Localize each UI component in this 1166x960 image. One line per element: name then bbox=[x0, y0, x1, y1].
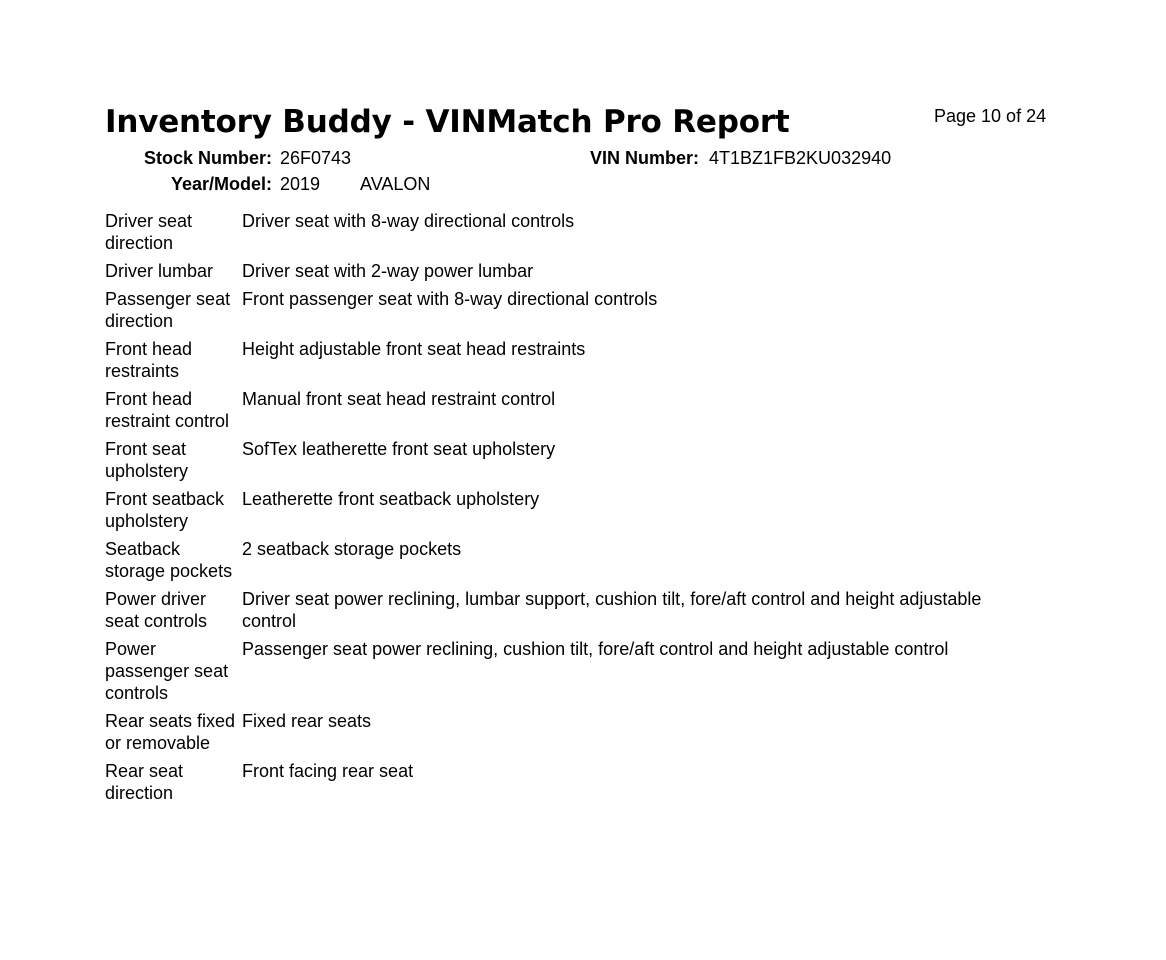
spec-value: 2 seatback storage pockets bbox=[242, 539, 462, 559]
spec-value: Fixed rear seats bbox=[242, 711, 372, 731]
spec-label: Rear seats fixed or removable bbox=[105, 711, 236, 753]
spec-row bbox=[105, 588, 1045, 632]
spec-label: Power passenger seat controls bbox=[105, 639, 229, 703]
spec-label: Front seat upholstery bbox=[105, 439, 189, 481]
year-model-label: Year/Model: bbox=[170, 174, 272, 194]
spec-row bbox=[105, 760, 1045, 804]
spec-value: Leatherette front seatback upholstery bbox=[242, 489, 540, 509]
spec-row bbox=[105, 210, 1045, 254]
spec-row bbox=[105, 638, 1045, 704]
spec-row bbox=[105, 260, 1045, 282]
spec-value: Front passenger seat with 8-way directional controls bbox=[242, 289, 658, 309]
spec-label: Front seatback upholstery bbox=[105, 489, 225, 531]
spec-row bbox=[105, 338, 1045, 382]
spec-row bbox=[105, 388, 1045, 432]
spec-value: Front facing rear seat bbox=[242, 761, 414, 781]
stock-number-label: Stock Number: bbox=[143, 148, 272, 168]
spec-value: Passenger seat power reclining, cushion tilt, fore/aft control and height adjustable control bbox=[242, 639, 949, 659]
spec-value: Driver seat with 8-way directional controls bbox=[242, 211, 575, 231]
model-value: AVALON bbox=[360, 174, 431, 194]
spec-row bbox=[105, 488, 1045, 532]
spec-label: Rear seat direction bbox=[105, 761, 184, 803]
spec-row bbox=[105, 710, 1045, 754]
spec-label: Passenger seat direction bbox=[105, 289, 231, 331]
vin-number-value: 4T1BZ1FB2KU032940 bbox=[709, 148, 892, 168]
spec-label: Driver lumbar bbox=[105, 261, 214, 281]
page-number: Page 10 of 24 bbox=[934, 106, 1047, 126]
spec-label: Power driver seat controls bbox=[105, 589, 208, 631]
spec-value: SofTex leatherette front seat upholstery bbox=[242, 439, 556, 459]
spec-row bbox=[105, 438, 1045, 482]
spec-value: Driver seat power reclining, lumbar support, cushion tilt, fore/aft control and height adjustable control bbox=[242, 589, 982, 631]
spec-value: Height adjustable front seat head restraints bbox=[242, 339, 586, 359]
spec-row bbox=[105, 288, 1045, 332]
spec-label: Seatback storage pockets bbox=[105, 539, 233, 581]
spec-label: Driver seat direction bbox=[105, 211, 193, 253]
spec-label: Front head restraint control bbox=[105, 389, 230, 431]
vin-number-field bbox=[590, 148, 891, 169]
spec-label: Front head restraints bbox=[105, 339, 193, 381]
spec-value: Manual front seat head restraint control bbox=[242, 389, 556, 409]
spec-value: Driver seat with 2-way power lumbar bbox=[242, 261, 534, 281]
stock-number-field bbox=[104, 148, 351, 169]
year-value: 2019 bbox=[280, 174, 321, 194]
stock-number-value: 26F0743 bbox=[280, 148, 352, 168]
spec-list bbox=[105, 210, 1045, 810]
vin-number-label: VIN Number: bbox=[590, 148, 700, 168]
year-model-field bbox=[104, 174, 430, 195]
spec-row bbox=[105, 538, 1045, 582]
report-title: Inventory Buddy - VINMatch Pro Report bbox=[105, 104, 790, 140]
